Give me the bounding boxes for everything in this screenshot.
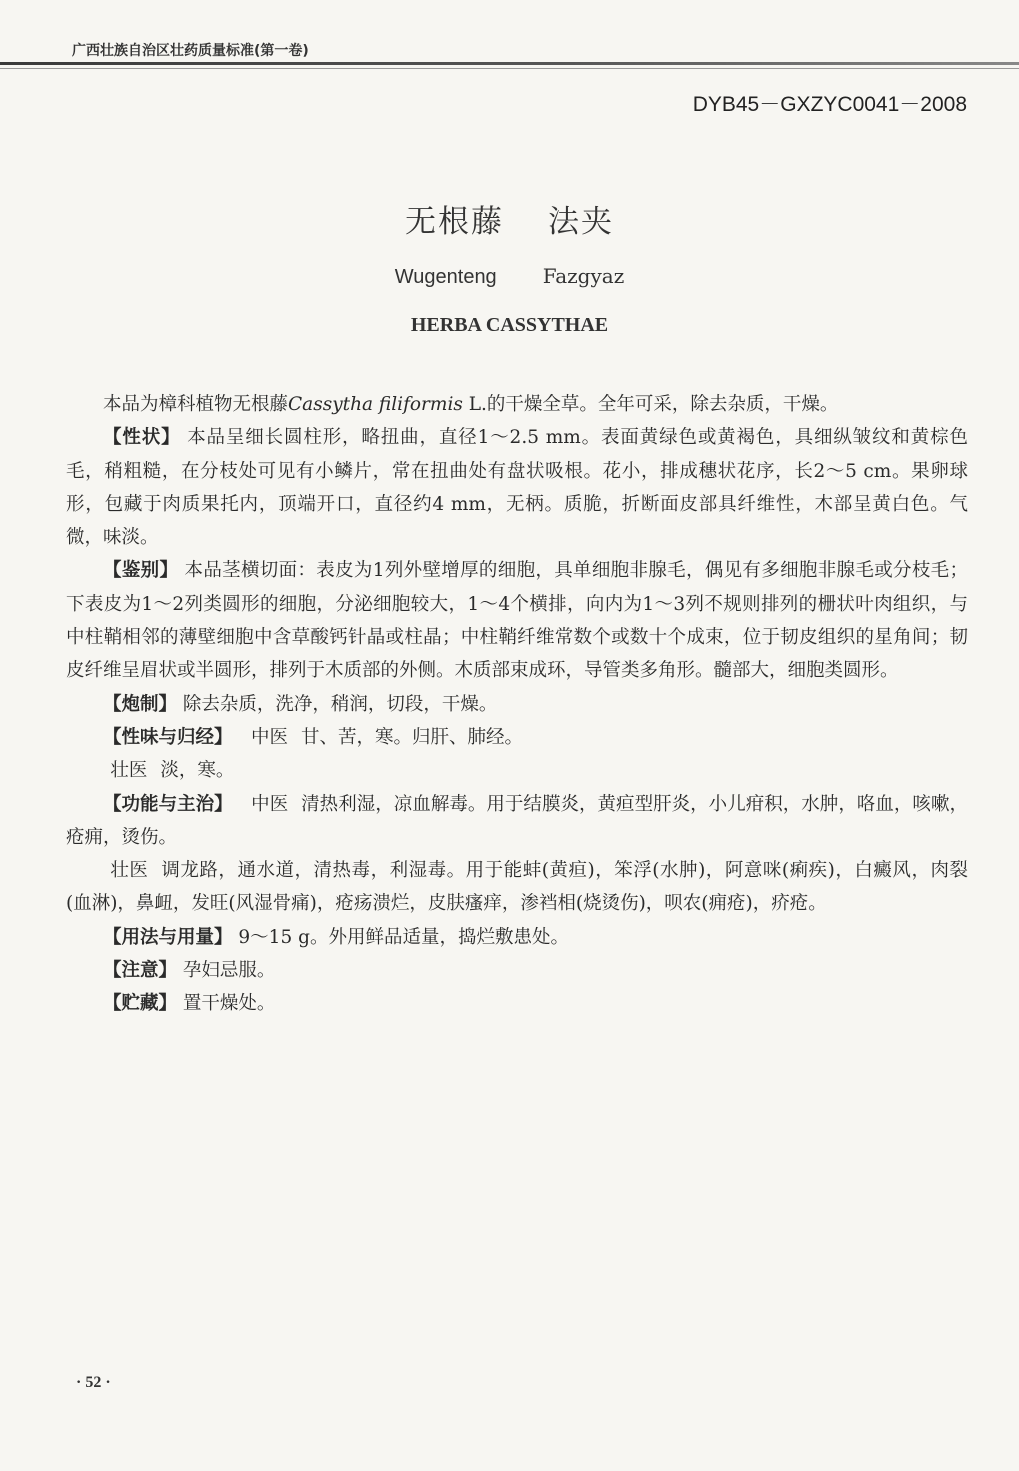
caution-paragraph: 【注意】 孕妇忌服。 (103, 960, 276, 982)
header-rule-thin (0, 68, 1019, 69)
title-pinyin (0, 264, 1019, 289)
property-label: 【性味与归经】 (103, 726, 233, 748)
pinyin-name: Wugenteng (394, 266, 497, 288)
identification-label: 【鉴别】 (103, 560, 179, 582)
species-name: Cassytha filiformis (288, 394, 463, 415)
zhuang-pinyin-name: Fazgyaz (542, 264, 625, 288)
zhuang-tag: 壮医 (110, 760, 148, 782)
zhuang-name: 法夹 (548, 204, 614, 240)
function-label: 【功能与主治】 (103, 793, 233, 815)
chinese-name: 无根藤 (405, 204, 504, 240)
property-paragraph: 【性味与归经】 中医 甘、苦，寒。归肝、肺经。 (103, 726, 523, 748)
caution-label: 【注意】 (103, 960, 178, 982)
property-zhuang-paragraph: 壮医 淡，寒。 (110, 760, 235, 782)
latin-name: HERBA CASSYTHAE (410, 314, 609, 336)
tcm-tag: 中医 (251, 726, 289, 748)
characters-label: 【性状】 (103, 427, 181, 449)
function-paragraph: 【功能与主治】 中医 清热利湿，凉血解毒。用于结膜炎，黄疸型肝炎，小儿疳积，水肿，咯血，咳嗽，疮痈，烫伤。 (66, 793, 968, 848)
storage-paragraph: 【贮藏】 置干燥处。 (103, 993, 276, 1015)
title-chinese (0, 196, 1019, 241)
intro-paragraph: 本品为樟科植物无根藤Cassytha filiformis L.的干燥全草。全年可采，除去杂质，干燥。 (103, 394, 839, 415)
zhuang-tag: 壮医 (110, 860, 149, 882)
page-number: · 52 · (76, 1374, 111, 1391)
processing-label: 【炮制】 (103, 693, 178, 715)
storage-label: 【贮藏】 (103, 993, 178, 1015)
monograph-body (66, 388, 968, 1021)
usage-paragraph: 【用法与用量】 9～15 g。外用鲜品适量，捣烂敷患处。 (103, 926, 569, 948)
header-rule (0, 62, 1019, 65)
usage-label: 【用法与用量】 (103, 926, 233, 948)
tcm-tag: 中医 (251, 793, 289, 815)
processing-paragraph: 【炮制】 除去杂质，洗净，稍润，切段，干燥。 (103, 693, 498, 715)
identification-paragraph: 【鉴别】 本品茎横切面：表皮为1列外壁增厚的细胞，具单细胞非腺毛，偶见有多细胞非腺毛或分枝毛；下表皮为1～2列类圆形的细胞，分泌细胞较大，1～4个横排，向内为1～3列不规则排列的栅状叶肉组织，与中柱鞘相邻的薄壁细胞中含草酸钙针晶或柱晶；中柱鞘纤维常数个或数十个成束，位于韧皮组织的星角间；韧皮纤维呈眉状或半圆形，排列于木质部的外侧。木质部束成环，导管类多角形。髓部大，细胞类圆形。 (66, 560, 968, 682)
standard-code: DYB45－GXZYC0041－2008 (692, 93, 967, 116)
function-zhuang-paragraph: 壮医 调龙路，通水道，清热毒，利湿毒。用于能蚌(黄疸)，笨浮(水肿)，阿意咪(痢疾)，白癜风，肉裂(血淋)，鼻衄，发旺(风湿骨痛)，疮疡溃烂，皮肤瘙痒，渗裆相(烧烫伤)，呗农(痈疮)，疥疮。 (66, 860, 968, 915)
characters-paragraph: 【性状】 本品呈细长圆柱形，略扭曲，直径1～2.5 mm。表面黄绿色或黄褐色，具细纵皱纹和黄棕色毛，稍粗糙，在分枝处可见有小鳞片，常在扭曲处有盘状吸根。花小，排成穗状花序，长2～5 cm。果卵球形，包藏于肉质果托内，顶端开口，直径约4 mm，无柄。质脆，折断面皮部具纤维性，木部呈黄白色。气微，味淡。 (66, 427, 968, 549)
book-title: 广西壮族自治区壮药质量标准(第一卷) (72, 43, 309, 59)
